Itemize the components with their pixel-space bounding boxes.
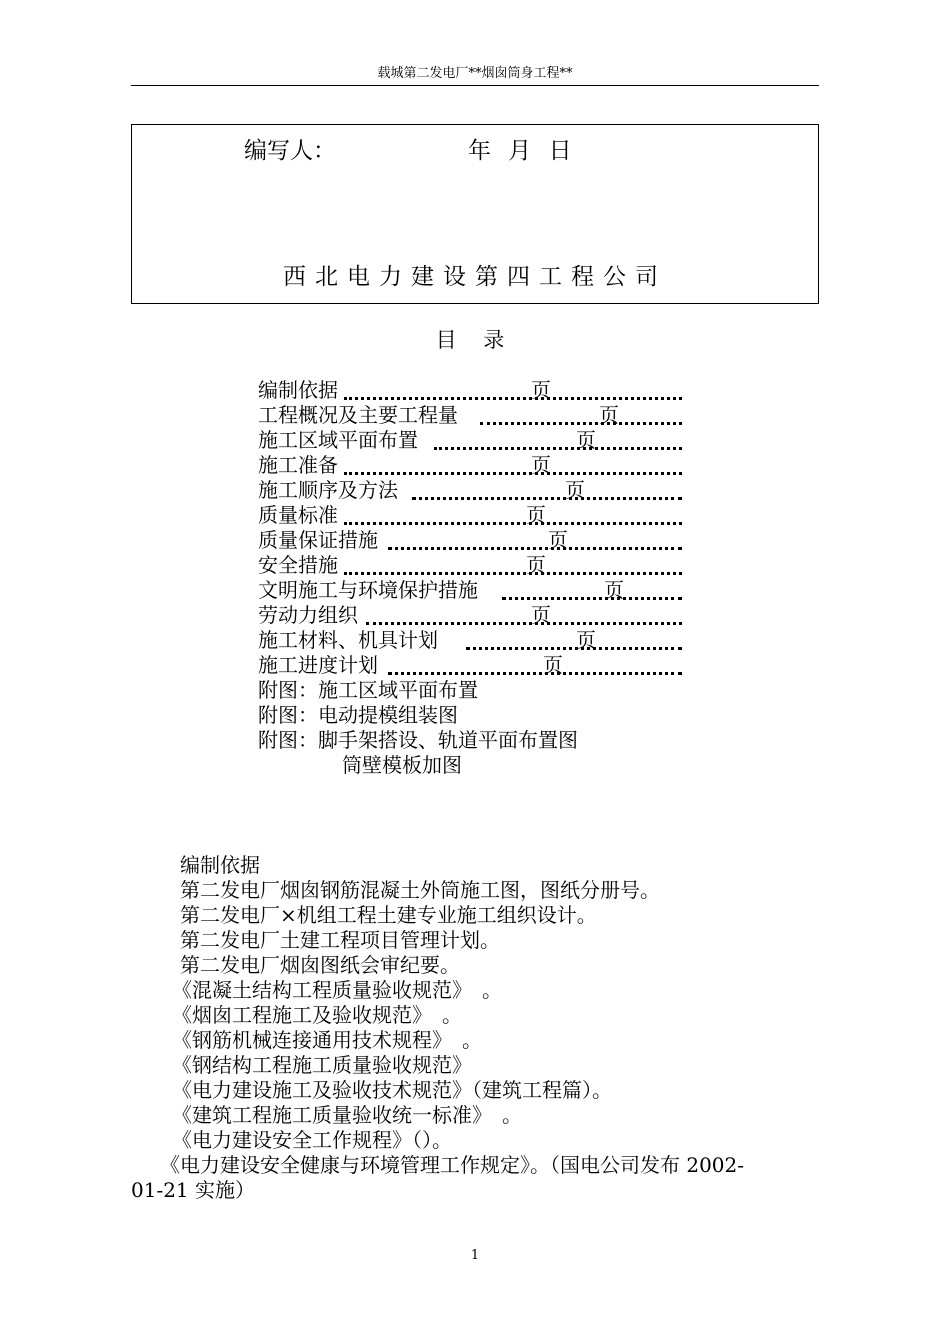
toc-page-word: 页 xyxy=(604,578,624,602)
toc-page-word: 页 xyxy=(543,653,563,677)
toc-entry-label: 安全措施 xyxy=(258,553,338,577)
company-name: 西北电力建设第四工程公司 xyxy=(283,264,667,290)
basis-line: 《混凝土结构工程质量验收规范》 。 xyxy=(172,978,502,1002)
toc-leader-dots xyxy=(344,572,682,575)
toc-entry-label: 编制依据 xyxy=(258,378,338,402)
section-heading: 编制依据 xyxy=(180,853,260,877)
toc-page-word: 页 xyxy=(531,378,551,402)
appendix-item[interactable]: 筒壁模板加图 xyxy=(342,753,462,777)
toc-entry-label: 施工准备 xyxy=(258,453,338,477)
basis-line: 01-21 实施） xyxy=(131,1178,256,1202)
toc-entry-label: 施工顺序及方法 xyxy=(258,478,398,502)
basis-line: 第二发电厂×机组工程土建专业施工组织设计。 xyxy=(180,903,597,927)
toc-leader-dots xyxy=(434,447,682,450)
toc-title: 目 录 xyxy=(435,328,515,352)
toc-entry-label: 文明施工与环境保护措施 xyxy=(258,578,478,602)
appendix-item[interactable]: 附图：脚手架搭设、轨道平面布置图 xyxy=(258,728,578,752)
basis-line: 《钢结构工程施工质量验收规范》 xyxy=(172,1053,472,1077)
author-label: 编写人： xyxy=(244,138,336,164)
toc-leader-dots xyxy=(366,622,682,625)
toc-entry-label: 劳动力组织 xyxy=(258,603,358,627)
basis-line: 《烟囱工程施工及验收规范》 。 xyxy=(172,1003,462,1027)
toc-page-word: 页 xyxy=(548,528,568,552)
toc-leader-dots xyxy=(388,547,682,550)
toc-leader-dots xyxy=(502,597,682,600)
basis-line: 《电力建设安全工作规程》（）。 xyxy=(172,1128,452,1152)
toc-entry-label: 质量保证措施 xyxy=(258,528,378,552)
toc-page-word: 页 xyxy=(576,628,596,652)
toc-leader-dots xyxy=(466,647,682,650)
toc-leader-dots xyxy=(344,522,682,525)
page-number: 1 xyxy=(470,1248,480,1263)
toc-leader-dots xyxy=(480,422,682,425)
basis-line: 《电力建设安全健康与环境管理工作规定》。（国电公司发布 2002- xyxy=(160,1153,745,1177)
basis-line: 第二发电厂烟囱钢筋混凝土外筒施工图，图纸分册号。 xyxy=(180,878,660,902)
toc-page-word: 页 xyxy=(531,453,551,477)
toc-page-word: 页 xyxy=(531,603,551,627)
appendix-item[interactable]: 附图：电动提模组装图 xyxy=(258,703,458,727)
header-rule xyxy=(131,85,819,86)
toc-leader-dots xyxy=(344,397,682,400)
basis-line: 《建筑工程施工质量验收统一标准》 。 xyxy=(172,1103,522,1127)
toc-page-word: 页 xyxy=(565,478,585,502)
appendix-item[interactable]: 附图：施工区域平面布置 xyxy=(258,678,478,702)
basis-line: 《钢筋机械连接通用技术规程》 。 xyxy=(172,1028,482,1052)
toc-page-word: 页 xyxy=(526,503,546,527)
toc-leader-dots xyxy=(388,672,682,675)
toc-entry-label: 质量标准 xyxy=(258,503,338,527)
basis-line: 第二发电厂土建工程项目管理计划。 xyxy=(180,928,500,952)
toc-entry-label: 施工进度计划 xyxy=(258,653,378,677)
toc-entry-label: 工程概况及主要工程量 xyxy=(258,403,458,427)
toc-entry-label: 施工区域平面布置 xyxy=(258,428,418,452)
toc-leader-dots xyxy=(412,497,682,500)
toc-page-word: 页 xyxy=(599,403,619,427)
running-header: 载城第二发电厂**烟囱筒身工程** xyxy=(377,66,573,81)
toc-leader-dots xyxy=(344,472,682,475)
basis-line: 《电力建设施工及验收技术规范》（建筑工程篇）。 xyxy=(172,1078,612,1102)
date-label: 年 月 日 xyxy=(468,138,572,164)
cover-box xyxy=(131,124,819,304)
toc-page-word: 页 xyxy=(526,553,546,577)
toc-page-word: 页 xyxy=(576,428,596,452)
toc-entry-label: 施工材料、机具计划 xyxy=(258,628,438,652)
basis-line: 第二发电厂烟囱图纸会审纪要。 xyxy=(180,953,460,977)
